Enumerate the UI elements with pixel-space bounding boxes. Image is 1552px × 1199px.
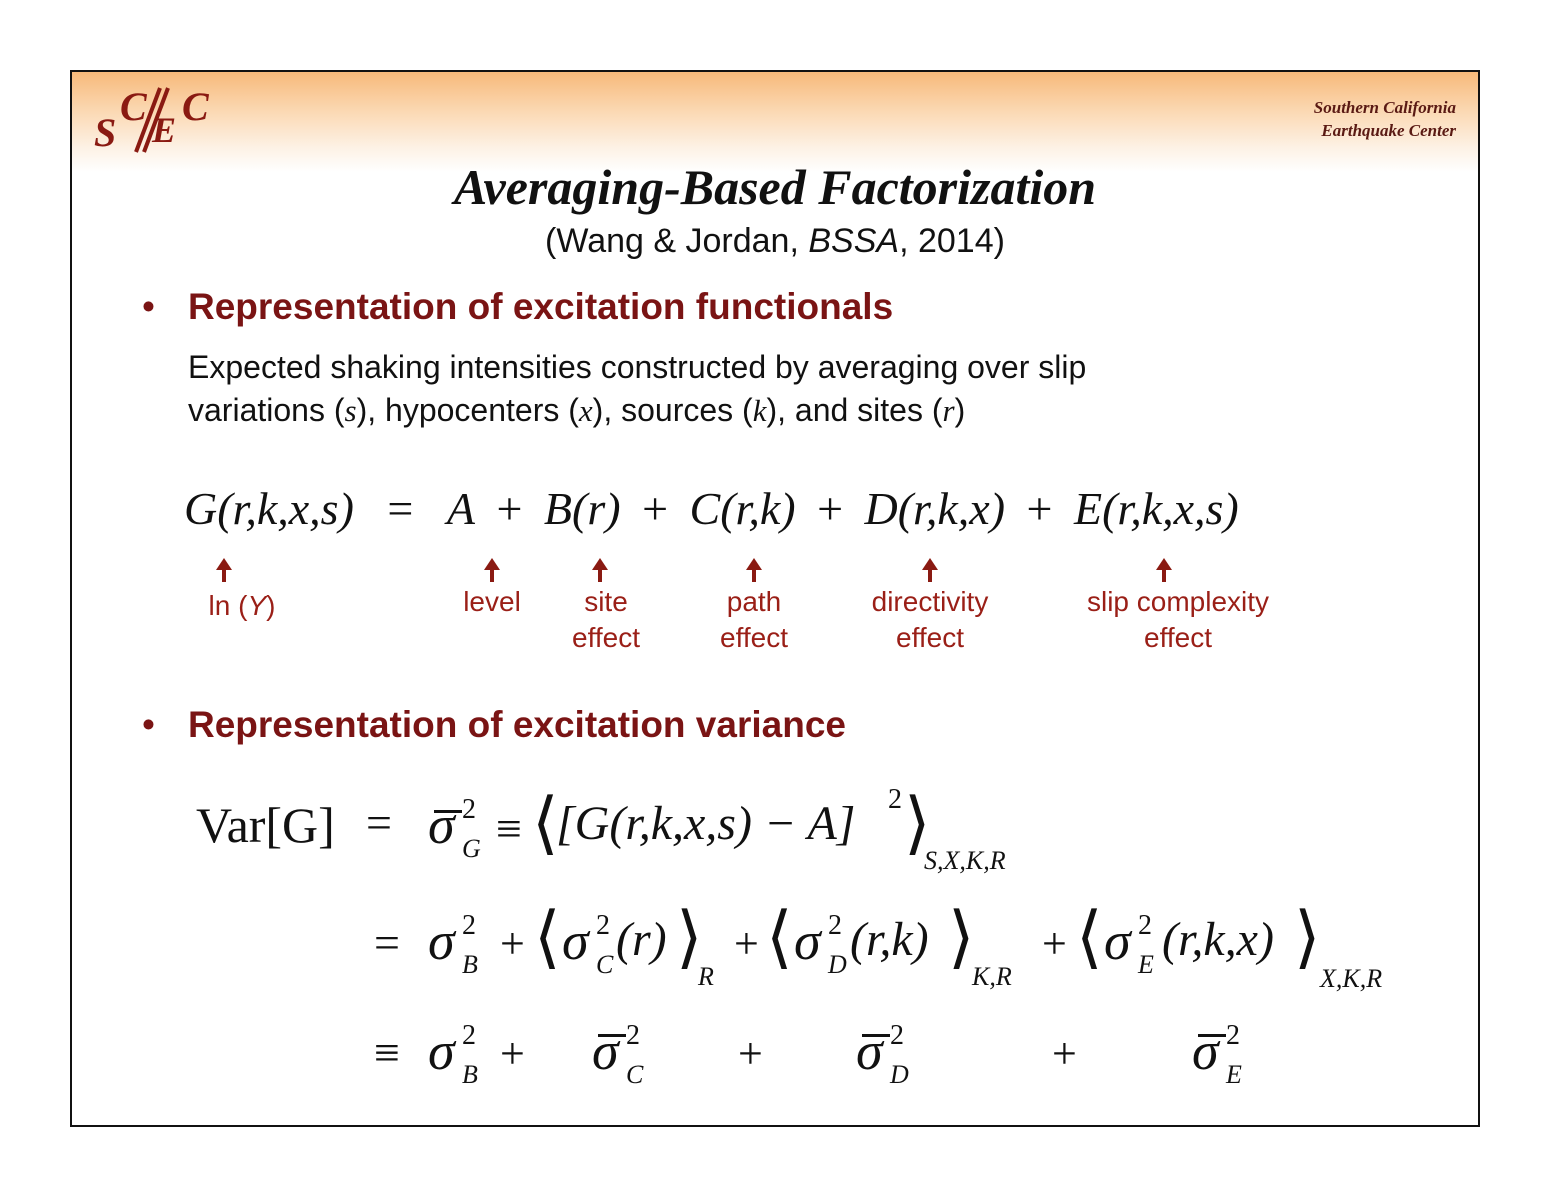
sq: 2 bbox=[462, 794, 476, 825]
sub-B: B bbox=[462, 1060, 478, 1089]
plus: + bbox=[500, 919, 525, 968]
arg-D: (r,k) bbox=[850, 913, 929, 966]
sub-R: R bbox=[698, 962, 714, 991]
description-line-2 bbox=[188, 389, 1338, 432]
label-site-effect bbox=[546, 584, 666, 656]
sq: 2 bbox=[890, 1020, 904, 1051]
sq: 2 bbox=[626, 1020, 640, 1051]
eq-term-E: E(r,k,x,s) bbox=[1073, 483, 1239, 534]
sq: 2 bbox=[596, 910, 610, 941]
angle-close: ⟩ bbox=[948, 899, 975, 975]
label-line: effect bbox=[1144, 622, 1212, 653]
scec-logo bbox=[90, 80, 230, 160]
factorization-equation bbox=[184, 482, 1239, 535]
citation-open: (Wang & Jordan, bbox=[545, 222, 809, 260]
var-x: x bbox=[578, 393, 593, 428]
label-line: path bbox=[726, 586, 782, 617]
eq-plus: + bbox=[496, 483, 523, 534]
sub-G: G bbox=[462, 834, 481, 863]
label-line: effect bbox=[572, 622, 640, 653]
label-level: level bbox=[463, 586, 521, 617]
eq-term-C: C(r,k) bbox=[689, 483, 796, 534]
sub-E: E bbox=[1138, 950, 1154, 979]
bullet-dot-2: • bbox=[142, 704, 155, 745]
sub-SXKR: S,X,K,R bbox=[924, 846, 1006, 875]
angle-open: ⟨ bbox=[1076, 899, 1103, 975]
slide-header bbox=[72, 72, 1478, 172]
desc-part: ) bbox=[954, 392, 966, 428]
label-line: effect bbox=[896, 622, 964, 653]
organization-name bbox=[1314, 96, 1456, 142]
angle-close: ⟩ bbox=[1294, 899, 1321, 975]
arg-E: (r,k,x) bbox=[1162, 913, 1274, 966]
eq-plus: + bbox=[1026, 483, 1053, 534]
org-line-1: Southern California bbox=[1313, 98, 1456, 117]
angle-open: ⟨ bbox=[532, 785, 559, 861]
sigma-D-bar: σ bbox=[856, 1021, 883, 1081]
plus: + bbox=[500, 1029, 525, 1078]
ln-close: ) bbox=[266, 590, 276, 621]
sub-B: B bbox=[462, 950, 478, 979]
ln-text: ln ( bbox=[208, 590, 248, 621]
sub-D: D bbox=[890, 1060, 909, 1089]
plus: + bbox=[1042, 919, 1067, 968]
sub-KR: K,R bbox=[972, 962, 1012, 991]
heading-excitation-functionals: Representation of excitation functionals bbox=[188, 286, 894, 327]
org-line-2: Earthquake Center bbox=[1321, 121, 1456, 140]
sq: 2 bbox=[462, 1020, 476, 1051]
sigma-G: σ bbox=[428, 795, 455, 855]
eq-lhs: G(r,k,x,s) bbox=[184, 483, 354, 534]
angle-open: ⟨ bbox=[766, 899, 793, 975]
sub-C: C bbox=[596, 950, 614, 979]
bullet-excitation-variance bbox=[142, 704, 846, 746]
desc-part: ), and sites ( bbox=[766, 392, 943, 428]
var-eq: = bbox=[366, 797, 392, 848]
svg-text:C: C bbox=[182, 84, 209, 129]
angle-close: ⟩ bbox=[904, 785, 931, 861]
description-line-1: Expected shaking intensities constructed by averaging over slip bbox=[188, 349, 1087, 385]
citation-close: , 2014) bbox=[899, 222, 1005, 260]
eq-plus: + bbox=[642, 483, 669, 534]
label-line: effect bbox=[720, 622, 788, 653]
var-inner: [G(r,k,x,s) − A] bbox=[556, 797, 856, 850]
plus: + bbox=[734, 919, 759, 968]
eq-term-A: A bbox=[446, 483, 475, 534]
eq-term-D: D(r,k,x) bbox=[864, 483, 1006, 534]
sigma-B: σ bbox=[428, 1021, 455, 1081]
sub-XKR: X,K,R bbox=[1320, 964, 1383, 993]
sigma-C: σ bbox=[562, 911, 589, 971]
desc-part: ), sources ( bbox=[592, 392, 753, 428]
sq: 2 bbox=[828, 910, 842, 941]
var-k: k bbox=[752, 393, 767, 428]
label-line: slip complexity bbox=[1086, 586, 1270, 617]
slide-title: Averaging-Based Factorization bbox=[453, 159, 1097, 215]
svg-text:S: S bbox=[94, 110, 117, 155]
bullet-excitation-functionals bbox=[142, 286, 893, 328]
equiv: ≡ bbox=[496, 803, 522, 854]
label-directivity-effect bbox=[840, 584, 1020, 656]
sq: 2 bbox=[462, 910, 476, 941]
plus: + bbox=[738, 1029, 763, 1078]
eq-equals: = bbox=[387, 483, 414, 534]
var-r: r bbox=[942, 393, 955, 428]
label-line: directivity bbox=[871, 586, 989, 617]
row3-equiv: ≡ bbox=[374, 1027, 400, 1078]
desc-part: variations ( bbox=[188, 392, 345, 428]
row2-eq: = bbox=[374, 917, 400, 968]
angle-open: ⟨ bbox=[534, 899, 561, 975]
sigma-D: σ bbox=[794, 911, 821, 971]
heading-excitation-variance: Representation of excitation variance bbox=[188, 704, 846, 745]
sq: 2 bbox=[888, 784, 902, 815]
angle-close: ⟩ bbox=[676, 899, 703, 975]
sigma-E: σ bbox=[1104, 911, 1131, 971]
label-slip-complexity-effect bbox=[1068, 584, 1288, 656]
label-path-effect bbox=[694, 584, 814, 656]
bullet-dot-1: • bbox=[142, 286, 155, 327]
citation bbox=[72, 222, 1478, 261]
sigma-C-bar: σ bbox=[592, 1021, 619, 1081]
eq-term-B: B(r) bbox=[543, 483, 621, 534]
plus: + bbox=[1052, 1029, 1077, 1078]
sq: 2 bbox=[1138, 910, 1152, 941]
sub-C: C bbox=[626, 1060, 644, 1089]
functionals-description bbox=[188, 346, 1338, 432]
ln-var: Y bbox=[247, 590, 267, 621]
sigma-B: σ bbox=[428, 911, 455, 971]
slide bbox=[70, 70, 1480, 1127]
label-ln-y bbox=[182, 588, 302, 624]
desc-part: ), hypocenters ( bbox=[356, 392, 579, 428]
svg-text:C: C bbox=[120, 84, 147, 129]
citation-journal: BSSA bbox=[808, 222, 900, 260]
label-line: site bbox=[584, 586, 628, 617]
arg-C: (r) bbox=[616, 913, 667, 966]
sub-D: D bbox=[828, 950, 847, 979]
var-s: s bbox=[344, 393, 357, 428]
svg-text:E: E bbox=[152, 110, 177, 150]
eq-plus: + bbox=[817, 483, 844, 534]
sub-E: E bbox=[1226, 1060, 1242, 1089]
sq: 2 bbox=[1226, 1020, 1240, 1051]
var-lhs: Var[G] bbox=[196, 797, 335, 853]
sigma-E-bar: σ bbox=[1192, 1021, 1219, 1081]
